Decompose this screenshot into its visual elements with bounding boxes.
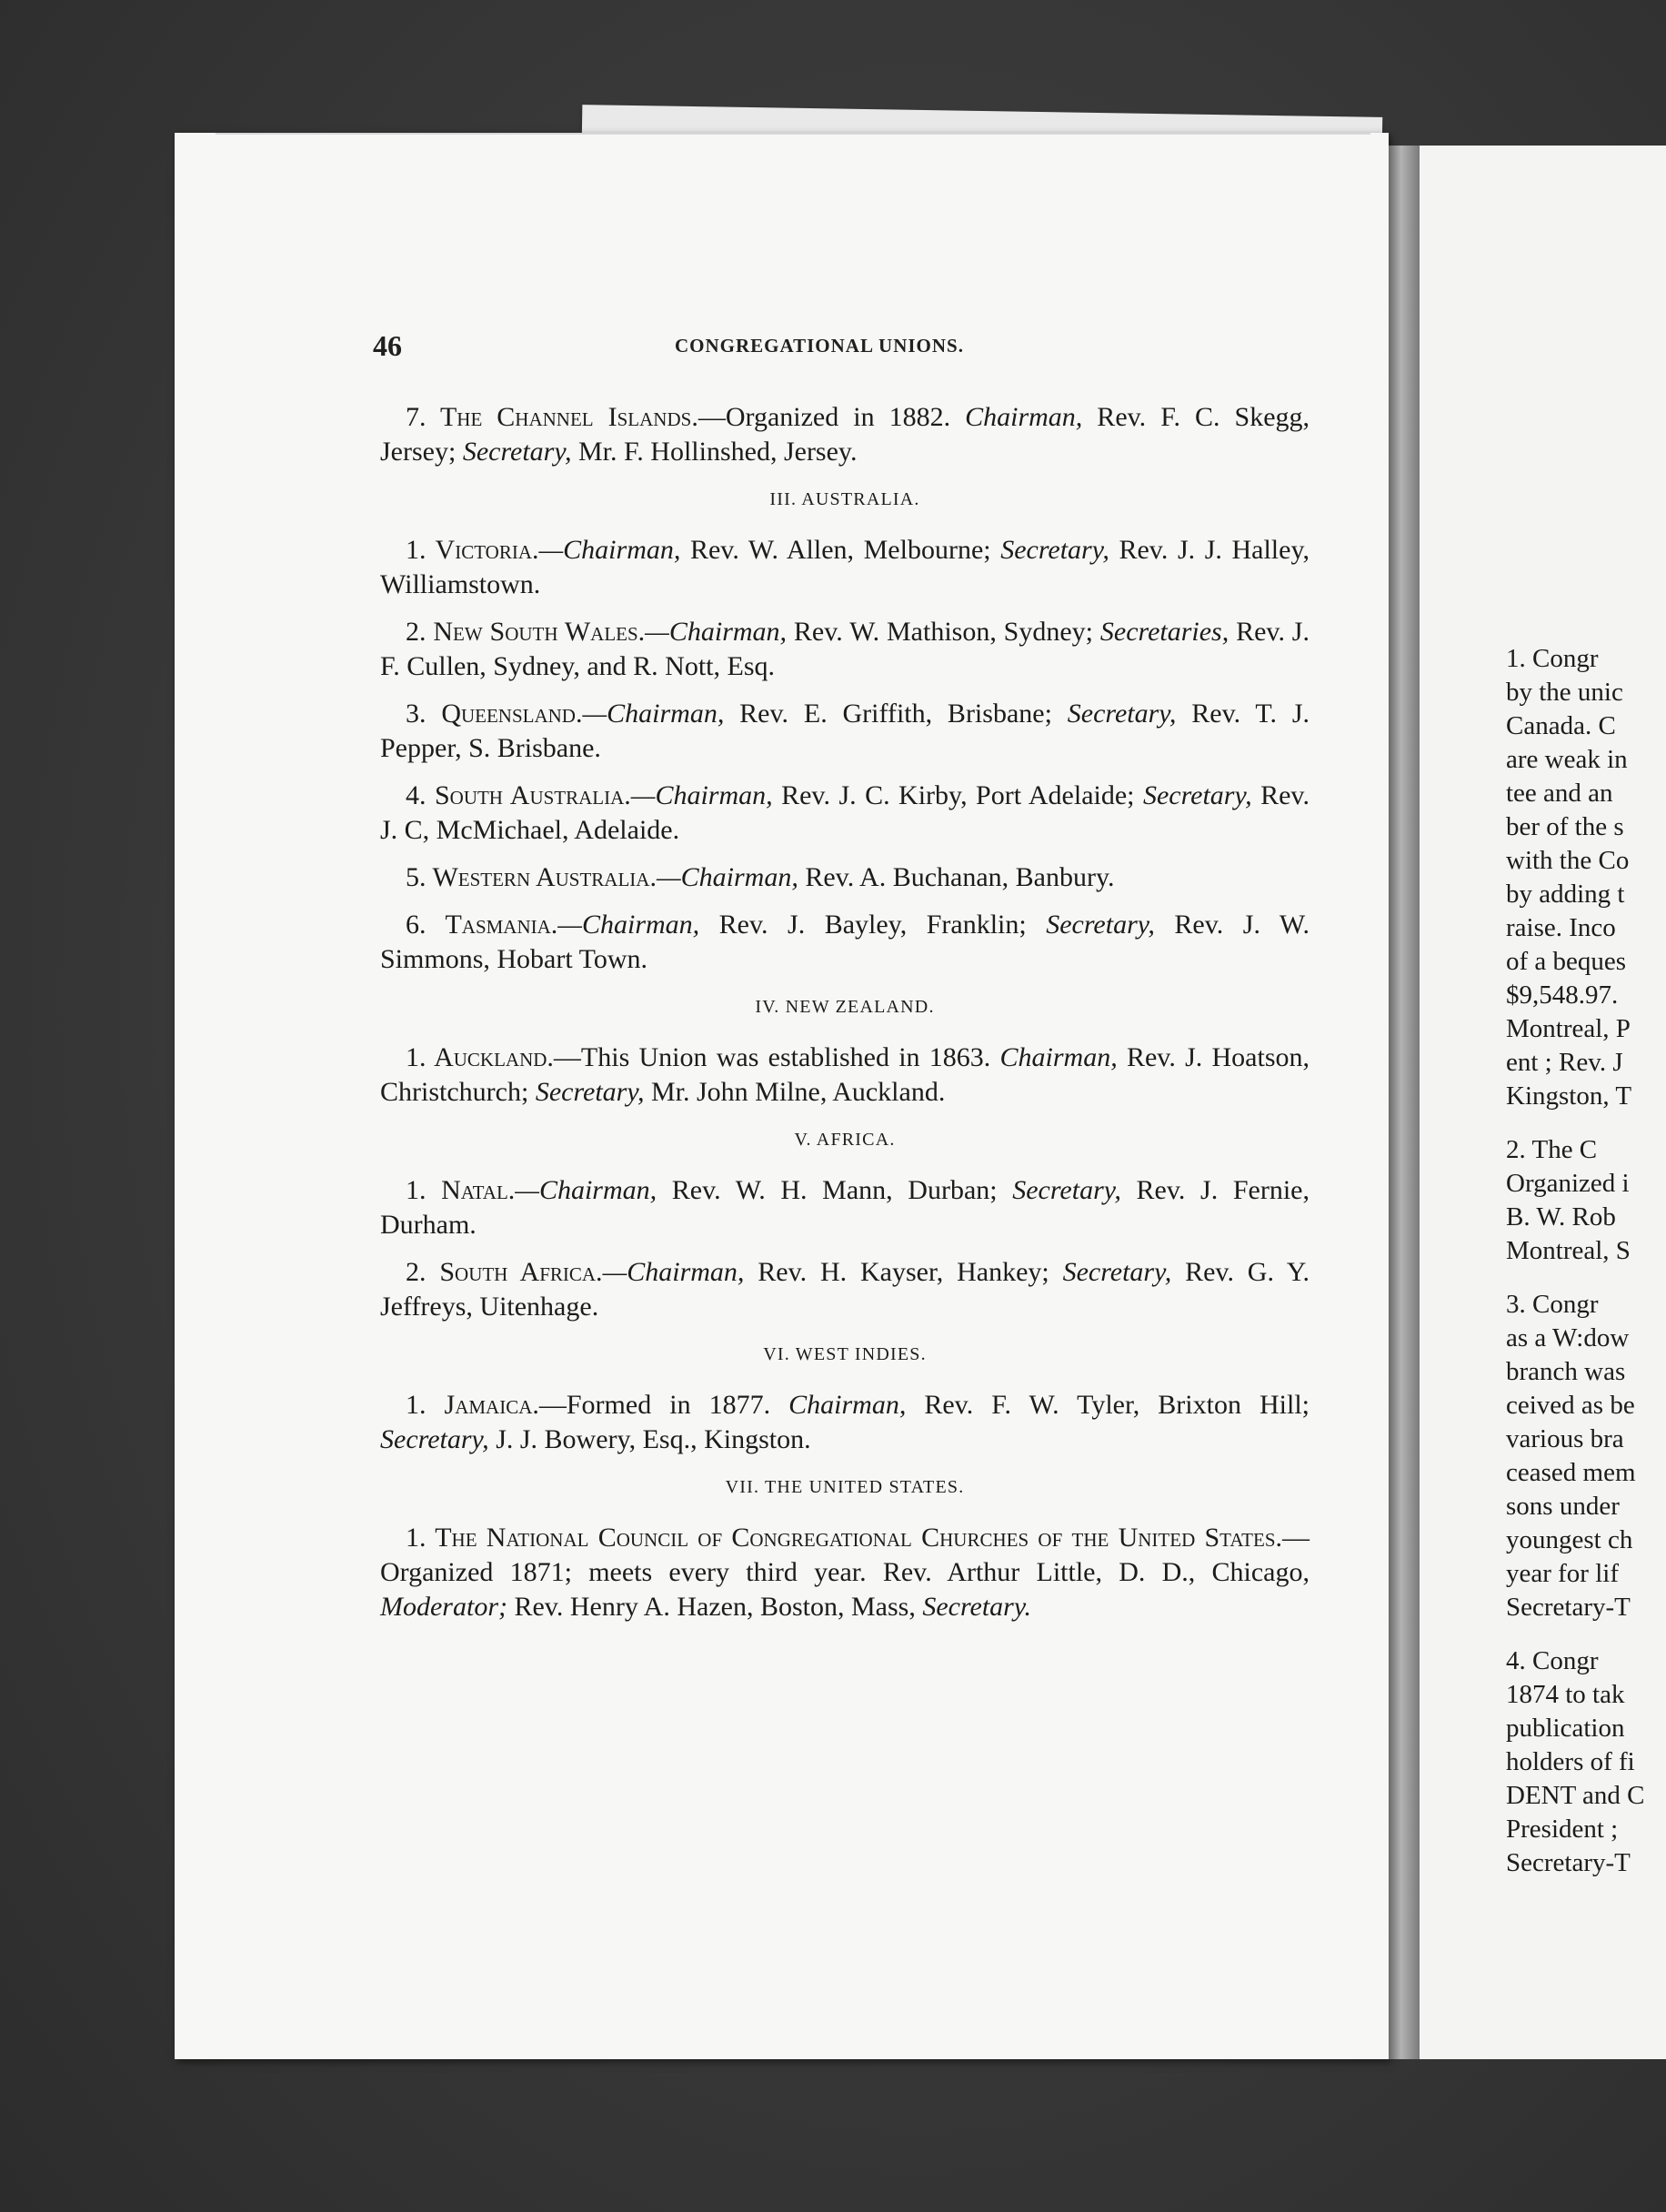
entry-text: — Organized 1871; meets every third year. Rev. Arthur Little, D. D., Chicago, xyxy=(380,1523,1310,1587)
entry-western-australia xyxy=(380,860,1310,895)
entry-text: Rev. E. Griffith, Brisbane; xyxy=(724,699,1068,729)
entry-text: —Formed in 1877. xyxy=(538,1390,789,1420)
section-heading-united-states: VII. THE UNITED STATES. xyxy=(725,1477,965,1497)
secretary-label: Secretaries, xyxy=(1099,617,1229,647)
secretary-label: Secretary, xyxy=(535,1077,645,1107)
entry-south-africa xyxy=(380,1255,1310,1324)
facing-page-line: Canada. C xyxy=(1506,711,1616,740)
facing-page-line: tee and an xyxy=(1506,779,1613,808)
secretary-label: Secretary, xyxy=(380,1424,489,1454)
book-gutter xyxy=(1389,146,1420,2059)
entry-text: —This Union was established in 1863. xyxy=(553,1042,1000,1072)
entry-tasmania xyxy=(380,908,1310,977)
entry-text: Rev. J. Hoatson, Christchurch; xyxy=(380,1042,1310,1107)
facing-page-line: Organized i xyxy=(1506,1169,1630,1198)
facing-page-line: $9,548.97. xyxy=(1506,980,1619,1010)
facing-page-line: 1. Congr xyxy=(1506,644,1599,673)
facing-page-line: ceased mem xyxy=(1506,1458,1636,1487)
facing-page-line: 2. The C xyxy=(1506,1135,1598,1164)
entry-text: Rev. J. Bayley, Franklin; xyxy=(699,910,1047,940)
secretary-label: Secretary, xyxy=(1142,780,1252,810)
page-header xyxy=(373,329,1337,366)
running-head: CONGREGATIONAL UNIONS. xyxy=(675,335,964,357)
facing-page-line: Secretary-T xyxy=(1506,1848,1631,1877)
facing-page-line: year for lif xyxy=(1506,1559,1619,1588)
entry-label: 1. Victoria. xyxy=(406,535,539,565)
chairman-label: —Chairman, xyxy=(515,1175,657,1205)
chairman-label: Chairman, xyxy=(965,402,1083,432)
facing-page-line: DENT and C xyxy=(1506,1781,1645,1810)
entry-text: Rev. J. J. Halley, Williamstown. xyxy=(380,535,1310,599)
facing-page-line: Montreal, S xyxy=(1506,1236,1631,1265)
facing-page-line: various bra xyxy=(1506,1424,1624,1453)
chairman-label: —Chairman, xyxy=(630,780,773,810)
entry-label: 1. The National Council of Congregational Churches of the United States. xyxy=(406,1523,1282,1553)
entry-channel-islands xyxy=(380,400,1310,469)
section-heading-africa: V. AFRICA. xyxy=(794,1130,896,1150)
facing-page-line: ceived as be xyxy=(1506,1391,1635,1420)
entry-national-council xyxy=(380,1521,1310,1624)
entry-victoria xyxy=(380,533,1310,602)
entry-label: 7. The Channel Islands. xyxy=(406,402,698,432)
main-text-column xyxy=(380,400,1310,1637)
entry-queensland xyxy=(380,697,1310,766)
entry-text: Rev. W. Allen, Melbourne; xyxy=(680,535,1001,565)
secretary-label: Secretary, xyxy=(1046,910,1155,940)
chairman-label: Chairman, xyxy=(999,1042,1118,1072)
entry-south-australia xyxy=(380,779,1310,848)
entry-natal xyxy=(380,1173,1310,1242)
entry-text: J. J. Bowery, Esq., Kingston. xyxy=(488,1424,811,1454)
facing-page-line: B. W. Rob xyxy=(1506,1202,1616,1232)
facing-page-line: 4. Congr xyxy=(1506,1646,1599,1675)
entry-label: 1. Natal. xyxy=(406,1175,516,1205)
entry-text: Rev. W. Mathison, Sydney; xyxy=(787,617,1100,647)
secretary-label: Secretary, xyxy=(1062,1257,1172,1287)
section-heading-new-zealand: IV. NEW ZEALAND. xyxy=(755,997,935,1017)
facing-page-gap xyxy=(1506,1268,1666,1288)
entry-label: 6. Tasmania. xyxy=(406,910,558,940)
chairman-label: —Chairman, xyxy=(557,910,700,940)
facing-page-line: holders of fi xyxy=(1506,1747,1635,1776)
entry-text: Rev. F. W. Tyler, Brixton Hill; xyxy=(906,1390,1310,1420)
entry-label: 1. Auckland. xyxy=(406,1042,554,1072)
moderator-label: Moderator; xyxy=(380,1592,507,1622)
facing-page-line: sons under xyxy=(1506,1492,1620,1521)
secretary-label: Secretary. xyxy=(922,1592,1031,1622)
entry-text: Rev. J. C, McMichael, Adelaide. xyxy=(380,780,1310,845)
chairman-label: —Chairman, xyxy=(656,862,798,892)
entry-text: Rev. H. Kayser, Hankey; xyxy=(744,1257,1063,1287)
facing-page-line: Montreal, P xyxy=(1506,1014,1631,1043)
chairman-label: —Chairman, xyxy=(645,617,788,647)
facing-page-gap xyxy=(1506,1113,1666,1133)
facing-page-line: of a beques xyxy=(1506,947,1627,976)
entry-text: Mr. John Milne, Auckland. xyxy=(644,1077,946,1107)
facing-page-line: branch was xyxy=(1506,1357,1626,1386)
facing-page-line: Secretary-T xyxy=(1506,1593,1631,1622)
secretary-label: Secretary, xyxy=(1012,1175,1121,1205)
entry-label: 2. South Africa. xyxy=(406,1257,603,1287)
entry-text: Rev. G. Y. Jeffreys, Uitenhage. xyxy=(380,1257,1310,1322)
chairman-label: —Chairman, xyxy=(538,535,681,565)
entry-text: Rev. Henry A. Hazen, Boston, Mass, xyxy=(507,1592,923,1622)
entry-label: 4. South Australia. xyxy=(406,780,631,810)
section-heading-australia: III. AUSTRALIA. xyxy=(769,489,920,509)
facing-page-line: ber of the s xyxy=(1506,812,1624,841)
entry-label: 2. New South Wales. xyxy=(406,617,646,647)
facing-page-line: 3. Congr xyxy=(1506,1290,1599,1319)
entry-text: Mr. F. Hollinshed, Jersey. xyxy=(571,437,858,467)
facing-page-line: with the Co xyxy=(1506,846,1630,875)
entry-label: 5. Western Australia. xyxy=(406,862,657,892)
entry-text: Rev. J. W. Simmons, Hobart Town. xyxy=(380,910,1310,974)
entry-label: 3. Queensland. xyxy=(406,699,583,729)
chairman-label: —Chairman, xyxy=(602,1257,745,1287)
page-top-edge xyxy=(216,133,1370,135)
facing-page-line: 1874 to tak xyxy=(1506,1680,1625,1709)
entry-text: Rev. A. Buchanan, Banbury. xyxy=(798,862,1115,892)
section-heading-west-indies: VI. WEST INDIES. xyxy=(763,1344,927,1364)
entry-text: Rev. J. Fernie, Durham. xyxy=(380,1175,1310,1240)
page-number: 46 xyxy=(373,329,402,362)
facing-page-gap xyxy=(1506,1624,1666,1644)
facing-page-line: ent ; Rev. J xyxy=(1506,1048,1623,1077)
facing-page-line: by adding t xyxy=(1506,880,1625,909)
facing-page-line: Kingston, T xyxy=(1506,1081,1632,1111)
facing-page-line: by the unic xyxy=(1506,678,1623,707)
facing-page-line: publication xyxy=(1506,1714,1625,1743)
entry-new-south-wales xyxy=(380,615,1310,684)
secretary-label: Secretary, xyxy=(1000,535,1109,565)
facing-page-line: youngest ch xyxy=(1506,1525,1633,1554)
entry-text: Rev. T. J. Pepper, S. Brisbane. xyxy=(380,699,1310,763)
entry-text: Rev. J. C. Kirby, Port Adelaide; xyxy=(772,780,1143,810)
chairman-label: Chairman, xyxy=(788,1390,907,1420)
facing-page-line: are weak in xyxy=(1506,745,1628,774)
chairman-label: —Chairman, xyxy=(582,699,725,729)
entry-label: 1. Jamaica. xyxy=(406,1390,539,1420)
entry-auckland xyxy=(380,1041,1310,1110)
facing-page-line: raise. Inco xyxy=(1506,913,1616,942)
entry-text: Rev. W. H. Mann, Durban; xyxy=(657,1175,1013,1205)
facing-page-line: President ; xyxy=(1506,1815,1619,1844)
secretary-label: Secretary, xyxy=(462,437,572,467)
facing-page-line: as a W:dow xyxy=(1506,1323,1630,1352)
entry-text: —Organized in 1882. xyxy=(698,402,966,432)
facing-page-text xyxy=(1506,642,1666,1880)
entry-text: Rev. J. F. Cullen, Sydney, and R. Nott, Esq. xyxy=(380,617,1310,681)
entry-text: Rev. F. C. Skegg, Jersey; xyxy=(380,402,1310,467)
entry-jamaica xyxy=(380,1388,1310,1457)
secretary-label: Secretary, xyxy=(1067,699,1177,729)
